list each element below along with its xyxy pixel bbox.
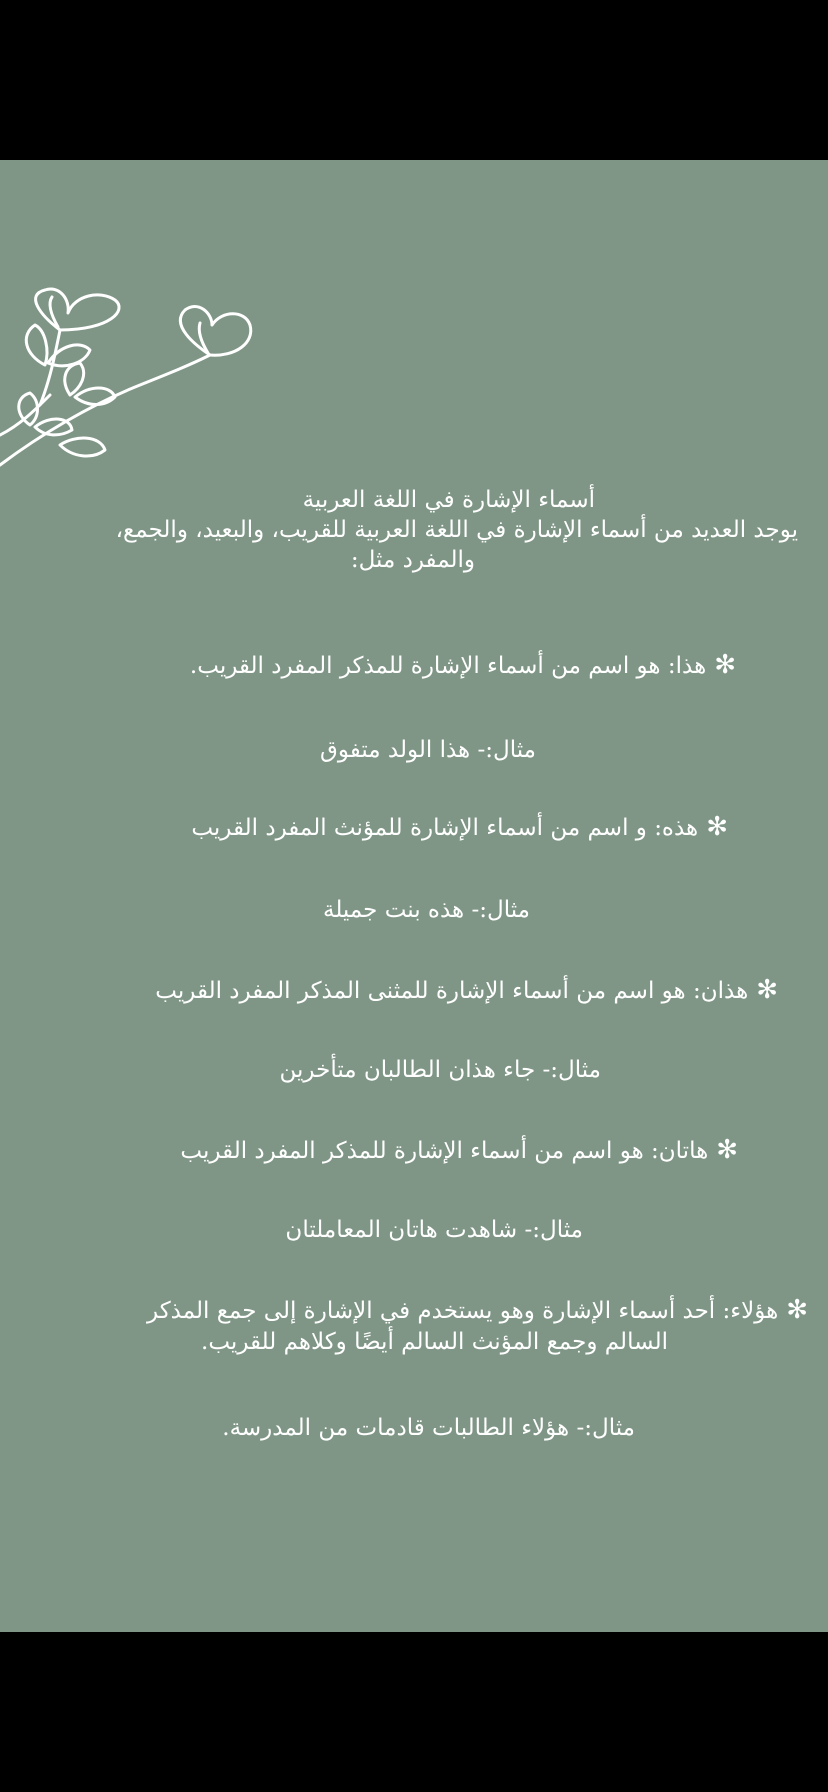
definition-text: هؤلاء: أحد أسماء الإشارة وهو يستخدم في الإشارة إلى جمع المذكر (147, 1298, 779, 1324)
asterisk-icon: ✻ (714, 650, 736, 680)
page-title: أسماء الإشارة في اللغة العربية (302, 487, 595, 513)
top-black-bar (0, 0, 828, 160)
asterisk-icon: ✻ (756, 975, 778, 1005)
definition-text: هاتان: هو اسم من أسماء الإشارة للمذكر المفرد القريب (180, 1138, 709, 1164)
definition-item-3 (155, 975, 778, 1006)
asterisk-icon: ✻ (706, 812, 728, 842)
bottom-black-bar (0, 1632, 828, 1792)
definition-item-5-line-2: السالم وجمع المؤنث السالم أيضًا وكلاهم للقريب. (201, 1329, 668, 1355)
example-item-5: مثال:- هؤلاء الطالبات قادمات من المدرسة. (222, 1415, 635, 1441)
definition-item-2 (191, 812, 728, 843)
asterisk-icon: ✻ (716, 1135, 738, 1165)
content-card (0, 160, 828, 1632)
flower-branch-icon (0, 285, 260, 485)
definition-item-5-line-1 (147, 1295, 808, 1326)
definition-item-1 (190, 650, 736, 681)
intro-line-2: والمفرد مثل: (350, 547, 475, 573)
asterisk-icon: ✻ (786, 1295, 808, 1325)
example-item-1: مثال:- هذا الولد متفوق (319, 737, 536, 763)
example-item-2: مثال:- هذه بنت جميلة (322, 897, 530, 923)
definition-text: هذه: و اسم من أسماء الإشارة للمؤنث المفرد القريب (191, 815, 699, 841)
definition-item-4 (180, 1135, 738, 1166)
definition-text: هذا: هو اسم من أسماء الإشارة للمذكر المفرد القريب. (189, 653, 707, 679)
definition-text: هذان: هو اسم من أسماء الإشارة للمثنى المذكر المفرد القريب (155, 978, 749, 1004)
example-item-4: مثال:- شاهدت هاتان المعاملتان (285, 1217, 583, 1243)
intro-line-1: يوجد العديد من أسماء الإشارة في اللغة العربية للقريب، والبعيد، والجمع، (115, 517, 798, 543)
example-item-3: مثال:- جاء هذان الطالبان متأخرين (279, 1057, 601, 1083)
